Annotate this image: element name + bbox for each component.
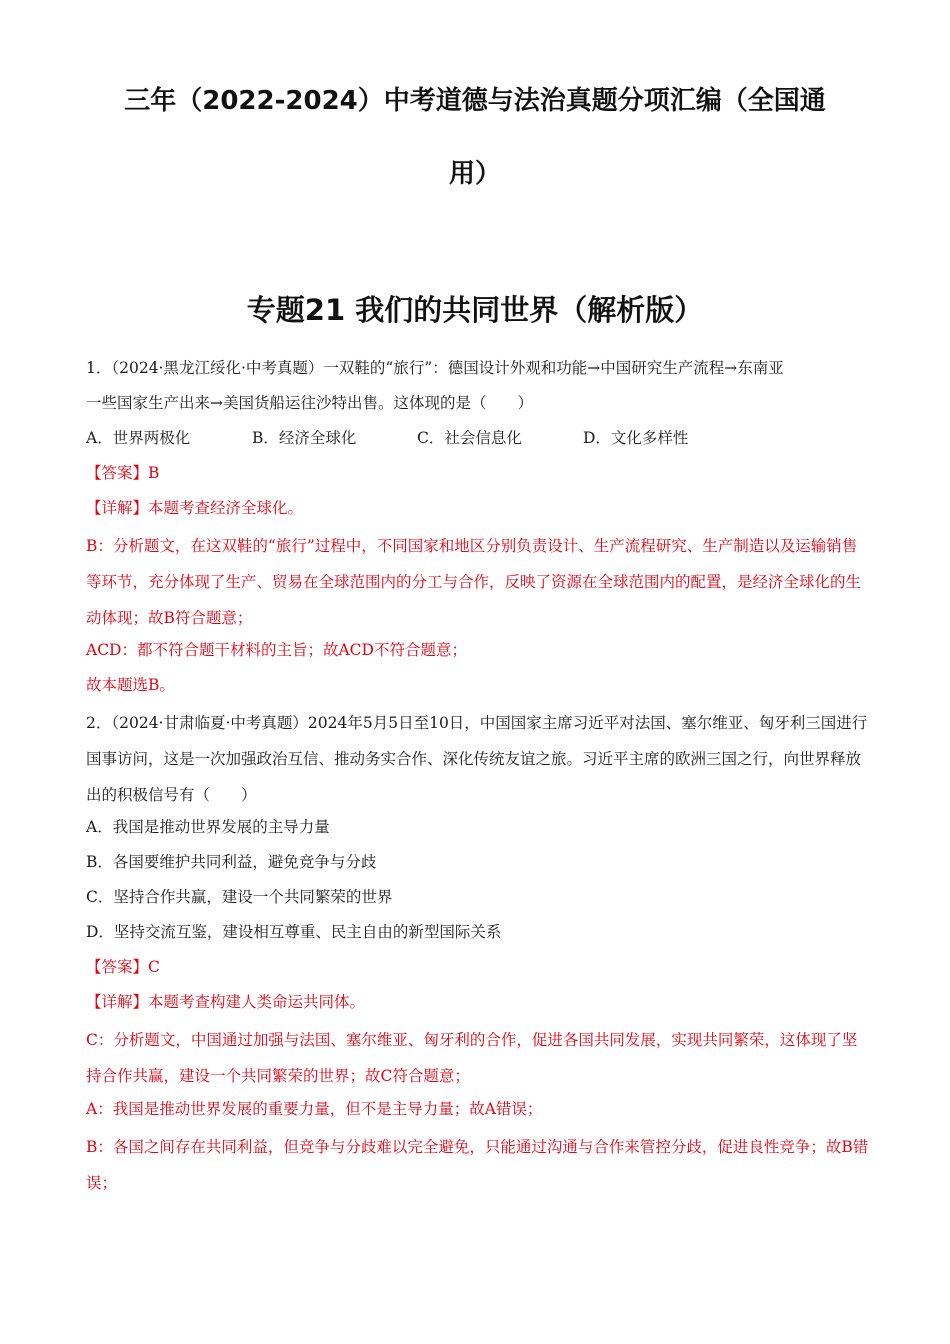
q2-answer: 【答案】C xyxy=(86,958,160,976)
q1-conclusion: 故本题选B。 xyxy=(86,676,175,694)
q2-stem: 2．（2024·甘肃临夏·中考真题）2024年5月5日至10日，中国国家主席习近平对法国、塞尔维亚、匈牙利三国进行国事访问，这是一次加强政治互信、推动务实合作、深化传统友谊之旅。习近平主席的欧洲三国之行，向世界释放出的积极信号有（ ） xyxy=(86,714,868,804)
q2-detail: 【详解】本题考查构建人类命运共同体。 xyxy=(86,993,366,1011)
document-title-line2: 用） xyxy=(448,159,501,189)
q2-option-a: A．我国是推动世界发展的主导力量 xyxy=(86,818,330,836)
q1-option-d: D．文化多样性 xyxy=(583,429,689,447)
document-body xyxy=(86,353,871,1201)
q1-option-a: A．世界两极化 xyxy=(86,429,191,447)
q2-option-d: D．坚持交流互鉴，建设相互尊重、民主自由的新型国际关系 xyxy=(86,923,502,941)
q2-option-b: B．各国要维护共同利益，避免竞争与分歧 xyxy=(86,853,377,871)
topic-heading: 专题21 我们的共同世界（解析版） xyxy=(246,293,704,327)
document-title-line1: 三年（2022-2024）中考道德与法治真题分项汇编（全国通 xyxy=(124,86,826,116)
q2-option-c: C．坚持合作共赢，建设一个共同繁荣的世界 xyxy=(86,888,393,906)
q1-answer: 【答案】B xyxy=(86,464,160,482)
q2-analysis-a: A：我国是推动世界发展的重要力量，但不是主导力量；故A错误； xyxy=(86,1100,543,1118)
q1-detail: 【详解】本题考查经济全球化。 xyxy=(86,499,304,517)
q1-options xyxy=(86,423,871,458)
q1-stem-line2: 一些国家生产出来→美国货船运往沙特出售。这体现的是（ ） xyxy=(86,394,533,412)
q1-analysis-acd: ACD：都不符合题干材料的主旨；故ACD不符合题意； xyxy=(86,641,467,659)
q1-option-c: C．社会信息化 xyxy=(417,429,522,447)
q1-analysis-b: B：分析题文，在这双鞋的“旅行”过程中，不同国家和地区分别负责设计、生产流程研究、生产制造以及运输销售等环节，充分体现了生产、贸易在全球范围内的分工与合作，反映了资源在全球范围内的配置，是经济全球化的生动体现；故B符合题意； xyxy=(86,537,862,627)
q1-stem-line1: 1．（2024·黑龙江绥化·中考真题）一双鞋的“旅行”：德国设计外观和功能→中国研究生产流程→东南亚 xyxy=(86,359,784,377)
q2-analysis-c: C：分析题文，中国通过加强与法国、塞尔维亚、匈牙利的合作，促进各国共同发展，实现共同繁荣，这体现了坚持合作共赢，建设一个共同繁荣的世界；故C符合题意； xyxy=(86,1031,858,1085)
q1-option-b: B．经济全球化 xyxy=(252,429,357,447)
q2-analysis-b: B：各国之间存在共同利益，但竞争与分歧难以完全避免，只能通过沟通与合作来管控分歧，促进良性竞争；故B错误； xyxy=(86,1138,869,1192)
